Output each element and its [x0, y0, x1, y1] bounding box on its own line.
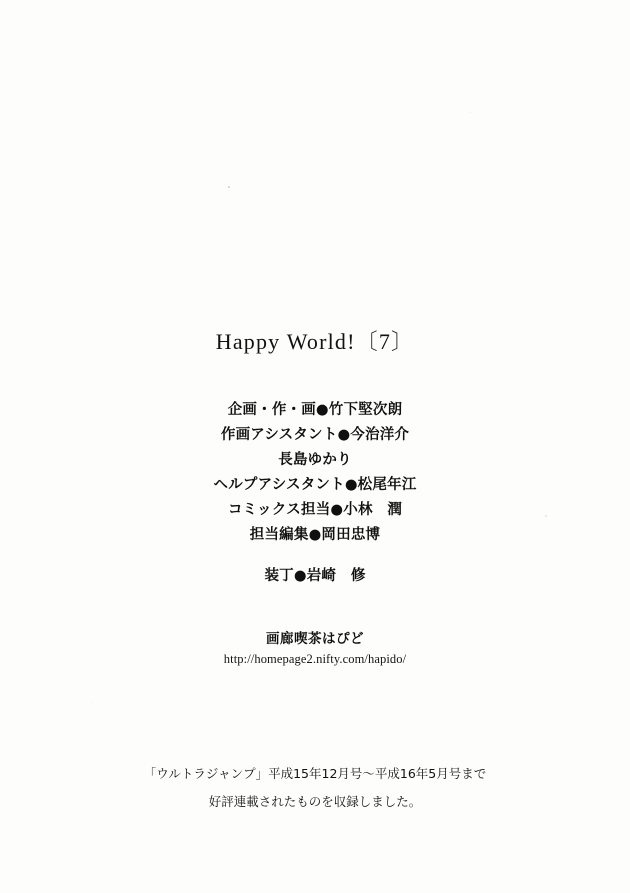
- credit-line: ヘルプアシスタント●松尾年江: [213, 477, 417, 493]
- serialization-note: [0, 760, 630, 816]
- credit-line: 装丁●岩崎 修: [264, 568, 366, 584]
- serialization-note-line: 好評連載されたものを収録しました。: [208, 794, 422, 809]
- serialization-note-line: 「ウルトラジャンプ」平成15年12月号〜平成16年5月号まで: [143, 766, 487, 781]
- paper-speck: [470, 112, 471, 113]
- credit-line: 担当編集●岡田忠博: [249, 527, 381, 543]
- credit-line: 作画アシスタント●今治洋介: [220, 427, 410, 443]
- credit-line: 長島ゆかり: [278, 452, 352, 468]
- website-url[interactable]: http://homepage2.nifty.com/hapido/: [223, 652, 407, 666]
- circle-name: 画廊喫茶はぴど: [266, 631, 364, 647]
- colophon-block: [0, 325, 630, 667]
- paper-speck: [92, 702, 93, 703]
- staff-credits: [0, 398, 630, 589]
- credit-line: 企画・作・画●竹下堅次朗: [227, 402, 403, 418]
- credit-line: コミックス担当●小林 潤: [227, 502, 403, 518]
- page-title: Happy World!〔7〕: [215, 329, 415, 354]
- paper-speck: [228, 186, 230, 188]
